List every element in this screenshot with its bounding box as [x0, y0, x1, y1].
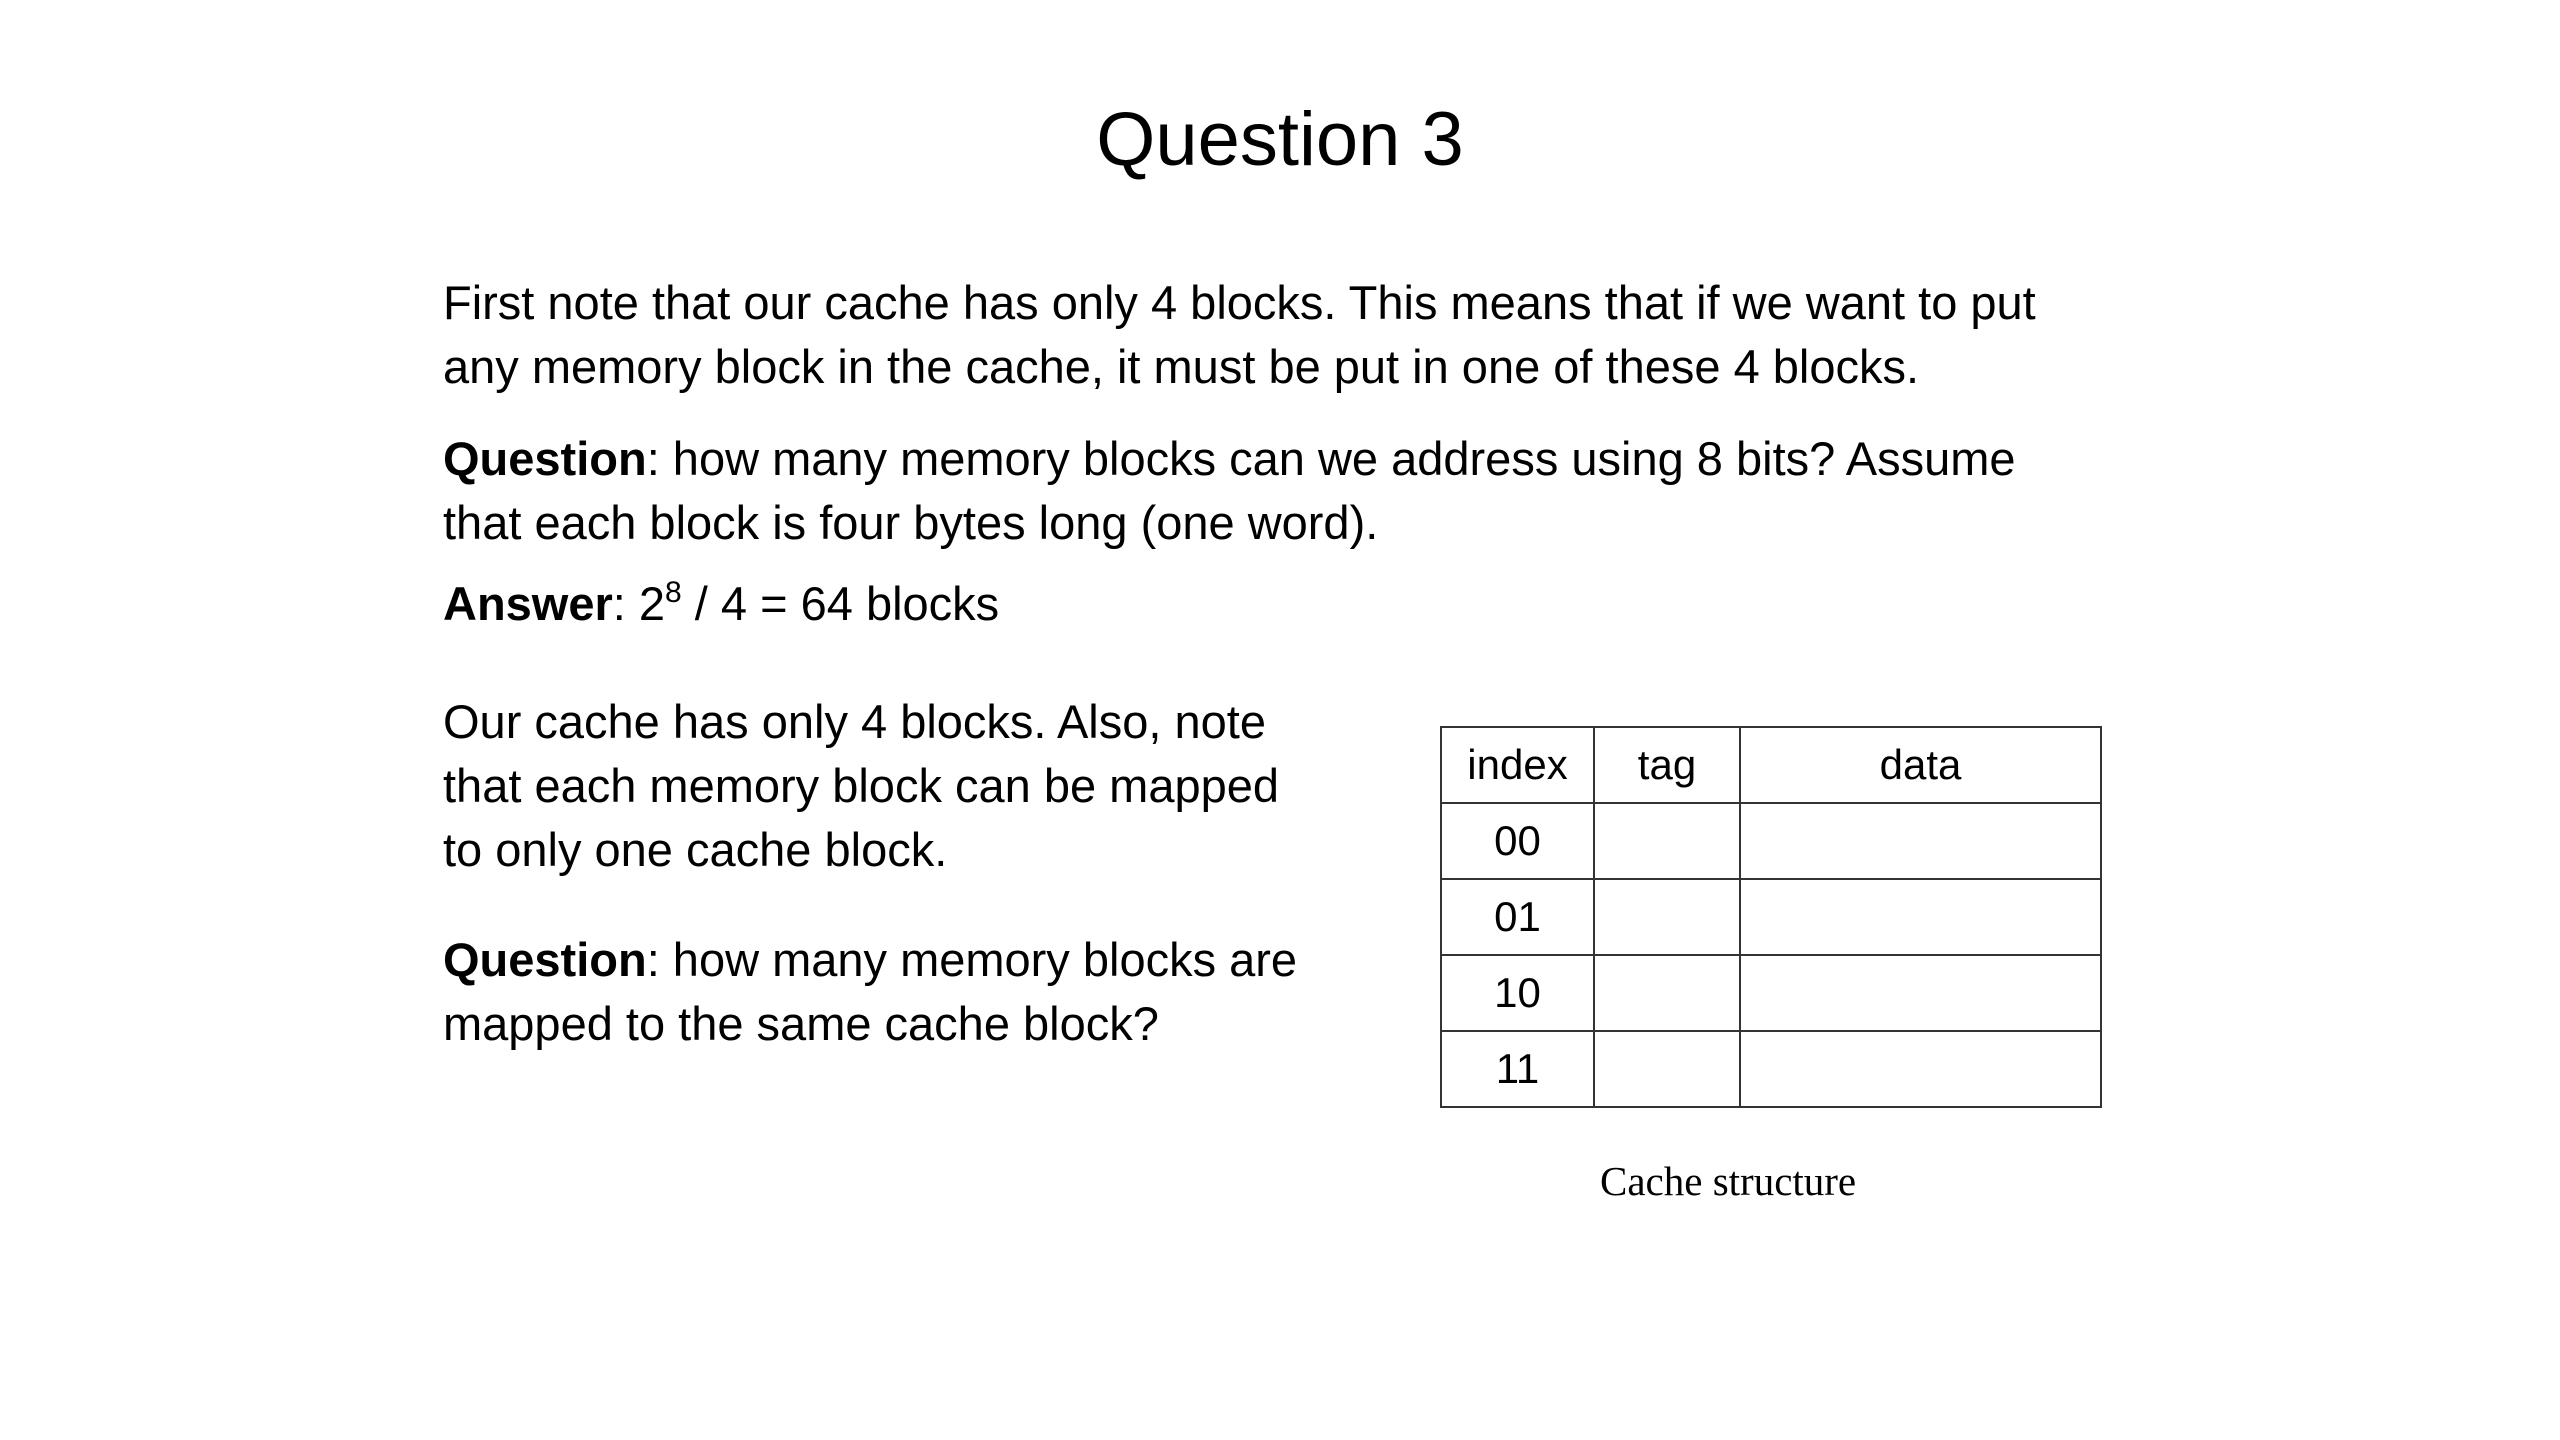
- cache-note-line-2: that each memory block can be mapped: [443, 759, 1280, 812]
- tag-cell: [1594, 1031, 1740, 1107]
- question-1-paragraph: [443, 427, 2016, 555]
- cache-note-paragraph: [443, 690, 1279, 882]
- question-1-label: Question: [443, 432, 647, 485]
- header-data: data: [1740, 727, 2101, 803]
- header-index: index: [1441, 727, 1594, 803]
- intro-line-1: First note that our cache has only 4 blocks. This means that if we want to put: [443, 276, 2036, 329]
- cache-structure-table: [1440, 726, 2102, 1108]
- question-2-paragraph: [443, 928, 1297, 1056]
- table-row: [1441, 955, 2101, 1031]
- tag-cell: [1594, 879, 1740, 955]
- intro-paragraph: [443, 271, 2036, 399]
- cache-note-line-1: Our cache has only 4 blocks. Also, note: [443, 695, 1266, 748]
- intro-line-2: any memory block in the cache, it must be put in one of these 4 blocks.: [443, 340, 1920, 393]
- cache-note-line-3: to only one cache block.: [443, 823, 948, 876]
- question-2-text: : how many memory blocks are: [646, 933, 1298, 986]
- answer-prefix: : 2: [612, 577, 666, 630]
- question-1-line-2: that each block is four bytes long (one word).: [443, 496, 1379, 549]
- index-cell: 10: [1441, 955, 1594, 1031]
- answer-suffix: / 4 = 64 blocks: [681, 577, 1000, 630]
- data-cell: [1740, 955, 2101, 1031]
- table-caption: Cache structure: [1600, 1158, 1857, 1204]
- slide-title: Question 3: [1096, 97, 1464, 182]
- question-1-text: : how many memory blocks can we address using 8 bits? Assume: [646, 432, 2016, 485]
- header-tag: tag: [1594, 727, 1740, 803]
- table-row: [1441, 879, 2101, 955]
- question-1-line-1: [443, 427, 2016, 491]
- index-cell: 11: [1441, 1031, 1594, 1107]
- index-cell: 01: [1441, 879, 1594, 955]
- tag-cell: [1594, 803, 1740, 879]
- table-header-row: [1441, 727, 2101, 803]
- data-cell: [1740, 803, 2101, 879]
- question-2-label: Question: [443, 933, 647, 986]
- table-row: [1441, 1031, 2101, 1107]
- question-2-line-2: mapped to the same cache block?: [443, 997, 1159, 1050]
- data-cell: [1740, 1031, 2101, 1107]
- index-cell: 00: [1441, 803, 1594, 879]
- answer-exponent: 8: [665, 576, 682, 609]
- data-cell: [1740, 879, 2101, 955]
- tag-cell: [1594, 955, 1740, 1031]
- answer-label: Answer: [443, 577, 613, 630]
- answer-paragraph: [443, 572, 999, 636]
- table-row: [1441, 803, 2101, 879]
- question-2-line-1: [443, 928, 1297, 992]
